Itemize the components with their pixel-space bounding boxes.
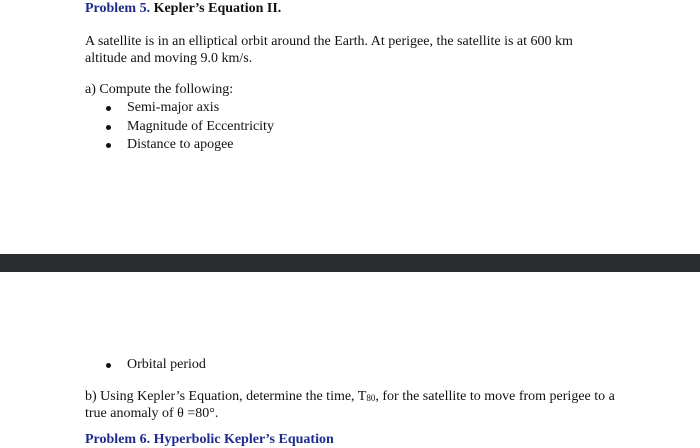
bullet-icon: [106, 106, 111, 111]
list-item: Semi-major axis: [104, 99, 274, 118]
list-item: Orbital period: [104, 356, 206, 375]
part-a-heading: a) Compute the following:: [85, 82, 234, 97]
part-a-list-continued: [104, 356, 206, 375]
problem-intro: A satellite is in an elliptical orbit around the Earth. At perigee, the satellite is at 600 km altitude and moving 9.0 km/s.: [85, 34, 573, 66]
problem-name: Kepler’s Equation II.: [153, 1, 282, 16]
list-item: Magnitude of Eccentricity: [104, 118, 274, 137]
next-problem-heading: Problem 6. Hyperbolic Kepler’s Equation: [85, 432, 334, 447]
bullet-icon: [106, 143, 111, 148]
problem-number: Problem 5.: [85, 1, 151, 16]
bullet-icon: [106, 125, 111, 130]
page-divider: [0, 254, 700, 272]
part-a-list: [104, 99, 274, 155]
time-subscript: 80: [366, 393, 376, 403]
problem-title: [85, 1, 281, 17]
bullet-icon: [106, 363, 111, 368]
part-b-text: b) Using Kepler’s Equation, determine the time, $T_{80}$, for the satellite to move from perigee to a true anomaly of θ =80°.: [85, 389, 615, 421]
list-item: Distance to apogee: [104, 136, 274, 155]
